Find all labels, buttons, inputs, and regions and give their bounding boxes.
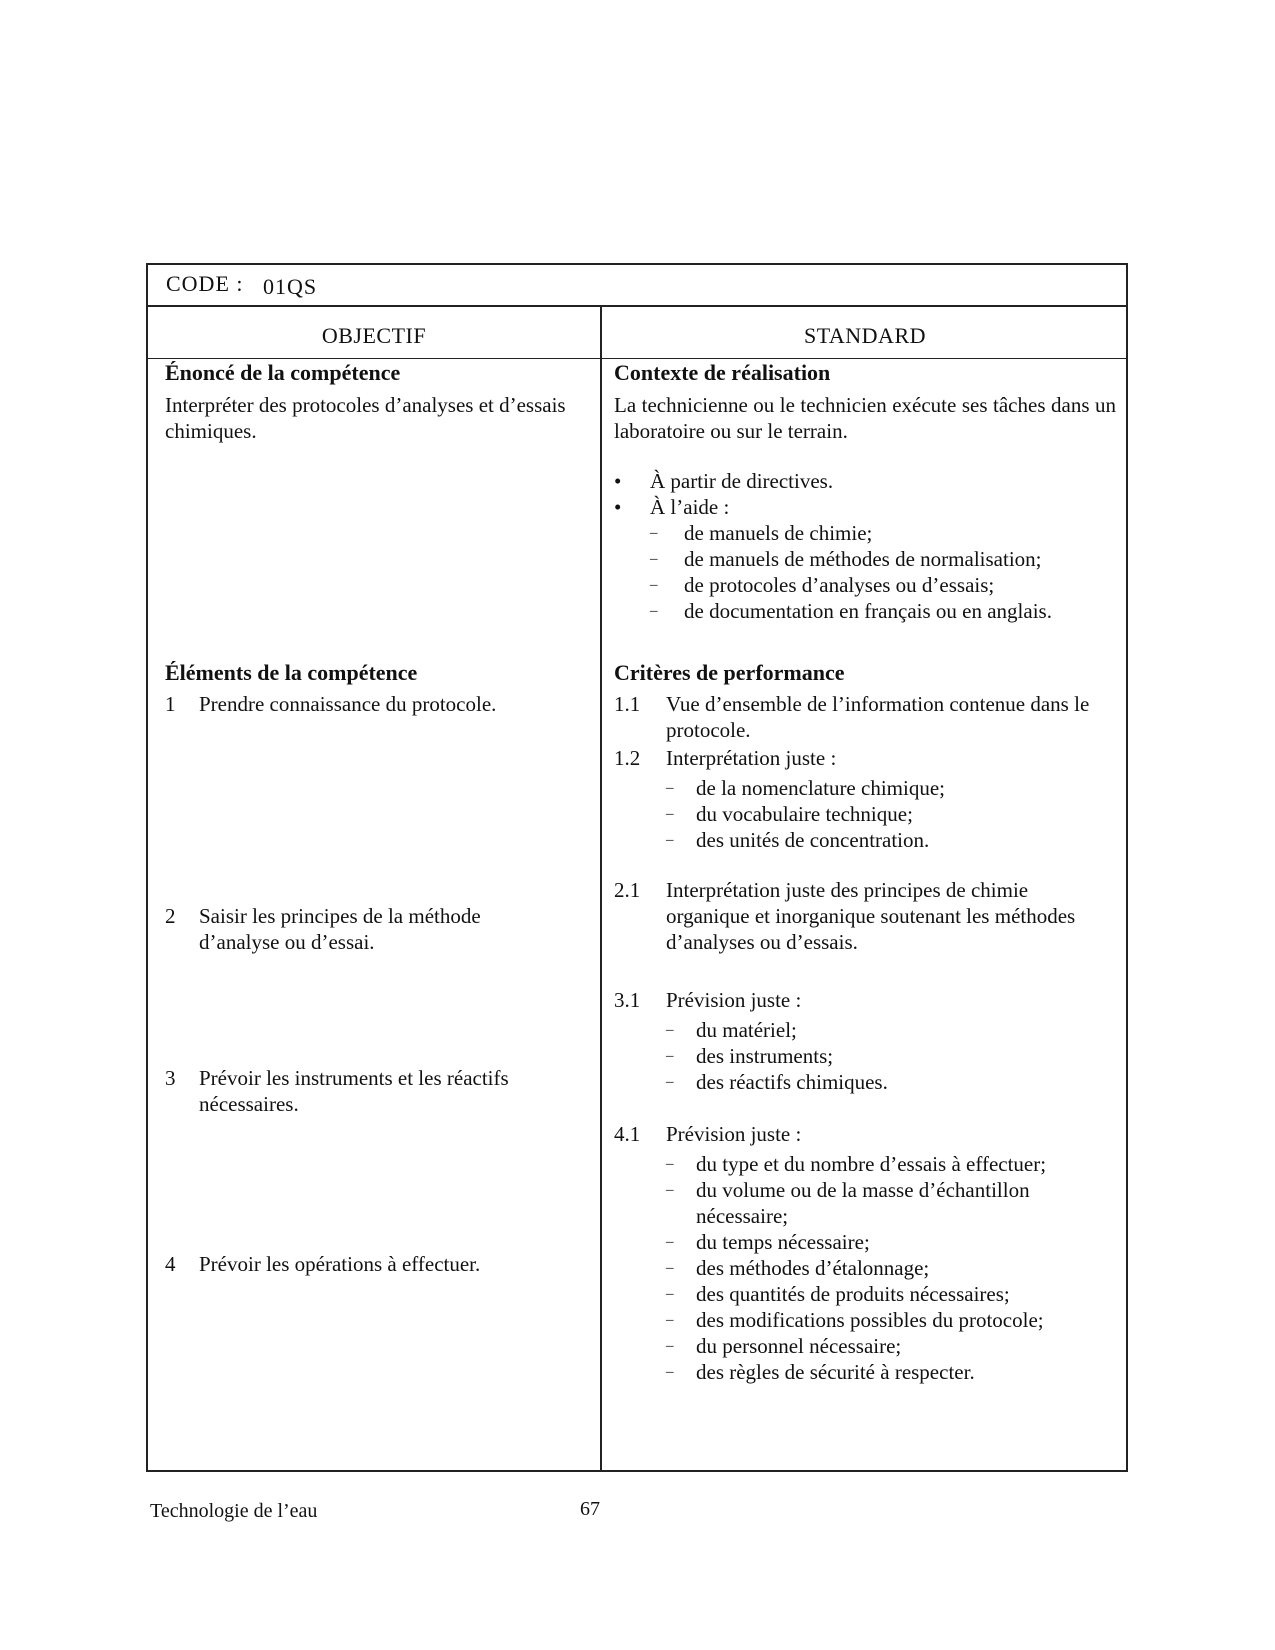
standard-header: STANDARD — [803, 323, 927, 348]
column-divider — [600, 307, 602, 1470]
competence-text: Interpréter des protocoles d’analyses et d’essais chimiques. — [165, 393, 566, 443]
element-1: 1 Prendre connaissance du protocole. — [165, 692, 497, 716]
column-header-row — [148, 307, 1126, 359]
list-item: – du type et du nombre d’essais à effectuer; — [666, 1152, 1047, 1176]
list-item: – du volume ou de la masse d’échantillon nécessaire; — [666, 1178, 1030, 1228]
list-item: – de manuels de chimie; — [650, 521, 873, 545]
list-item: – de protocoles d’analyses ou d’essais; — [650, 573, 995, 597]
criterion-1-2: 1.2 Interprétation juste : – de la nomenclature chimique; – du vocabulaire technique; – des unités de concentration. — [614, 745, 1116, 853]
list-item: – de la nomenclature chimique; — [666, 776, 945, 800]
list-item: – des méthodes d’étalonnage; — [666, 1256, 930, 1280]
list-item: – du personnel nécessaire; — [666, 1334, 902, 1358]
objectif-header: OBJECTIF — [321, 323, 427, 348]
criteria-heading: Critères de performance — [614, 660, 845, 685]
context-text: La technicienne ou le technicien exécute ses tâches dans un laboratoire ou sur le terrain. — [614, 393, 1116, 443]
competence-statement — [165, 360, 585, 444]
elements-heading: Éléments de la compétence — [165, 660, 418, 685]
element-3: 3 Prévoir les instruments et les réactifs nécessaires. — [165, 1066, 509, 1116]
page-number: 67 — [580, 1498, 600, 1520]
list-item: – des quantités de produits nécessaires; — [666, 1282, 1010, 1306]
competence-heading: Énoncé de la compétence — [165, 360, 401, 385]
context-bullet: • À partir de directives. — [614, 469, 834, 493]
list-item: – du temps nécessaire; — [666, 1230, 870, 1254]
list-item: – de documentation en français ou en anglais. — [650, 599, 1052, 623]
criterion-1-1: 1.1 Vue d’ensemble de l’information contenue dans le protocole. — [614, 692, 1090, 742]
criterion-3-1: 3.1 Prévision juste : – du matériel; – des instruments; – des réactifs chimiques. — [614, 987, 1116, 1095]
criterion-4-1: 4.1 Prévision juste : – du type et du nombre d’essais à effectuer; – du volume ou de la masse d’échantillon nécessaire; – du temps nécessaire; – des méthodes d’étalonnage; – des quantités de produits nécessaires; – des modifications possibles du protocole; – du personnel nécessaire; – des règles de sécurité à respecter. — [614, 1121, 1116, 1385]
footer-title: Technologie de l’eau — [150, 1500, 318, 1522]
aids-list — [650, 520, 1116, 624]
list-item: – des unités de concentration. — [666, 828, 930, 852]
criterion-2-1: 2.1 Interprétation juste des principes de chimie organique et inorganique soutenant les méthodes d’analyses ou d’essais. — [614, 878, 1076, 954]
list-item: – des règles de sécurité à respecter. — [666, 1360, 975, 1384]
context-bullet: • À l’aide : — [614, 495, 730, 519]
list-item: – des modifications possibles du protocole; — [666, 1308, 1044, 1332]
list-item: – de manuels de méthodes de normalisation; — [650, 547, 1042, 571]
list-item: – du vocabulaire technique; — [666, 802, 913, 826]
list-item: – des instruments; — [666, 1044, 834, 1068]
competence-table — [146, 263, 1128, 1472]
list-item: – des réactifs chimiques. — [666, 1070, 888, 1094]
code-row — [148, 265, 1126, 307]
list-item: – du matériel; — [666, 1018, 797, 1042]
code-label: CODE : — [166, 271, 244, 296]
element-2: 2 Saisir les principes de la méthode d’analyse ou d’essai. — [165, 904, 481, 954]
element-4: 4 Prévoir les opérations à effectuer. — [165, 1252, 481, 1276]
context-heading: Contexte de réalisation — [614, 360, 831, 385]
code-value: 01QS — [263, 274, 318, 299]
context-section — [614, 360, 1116, 624]
